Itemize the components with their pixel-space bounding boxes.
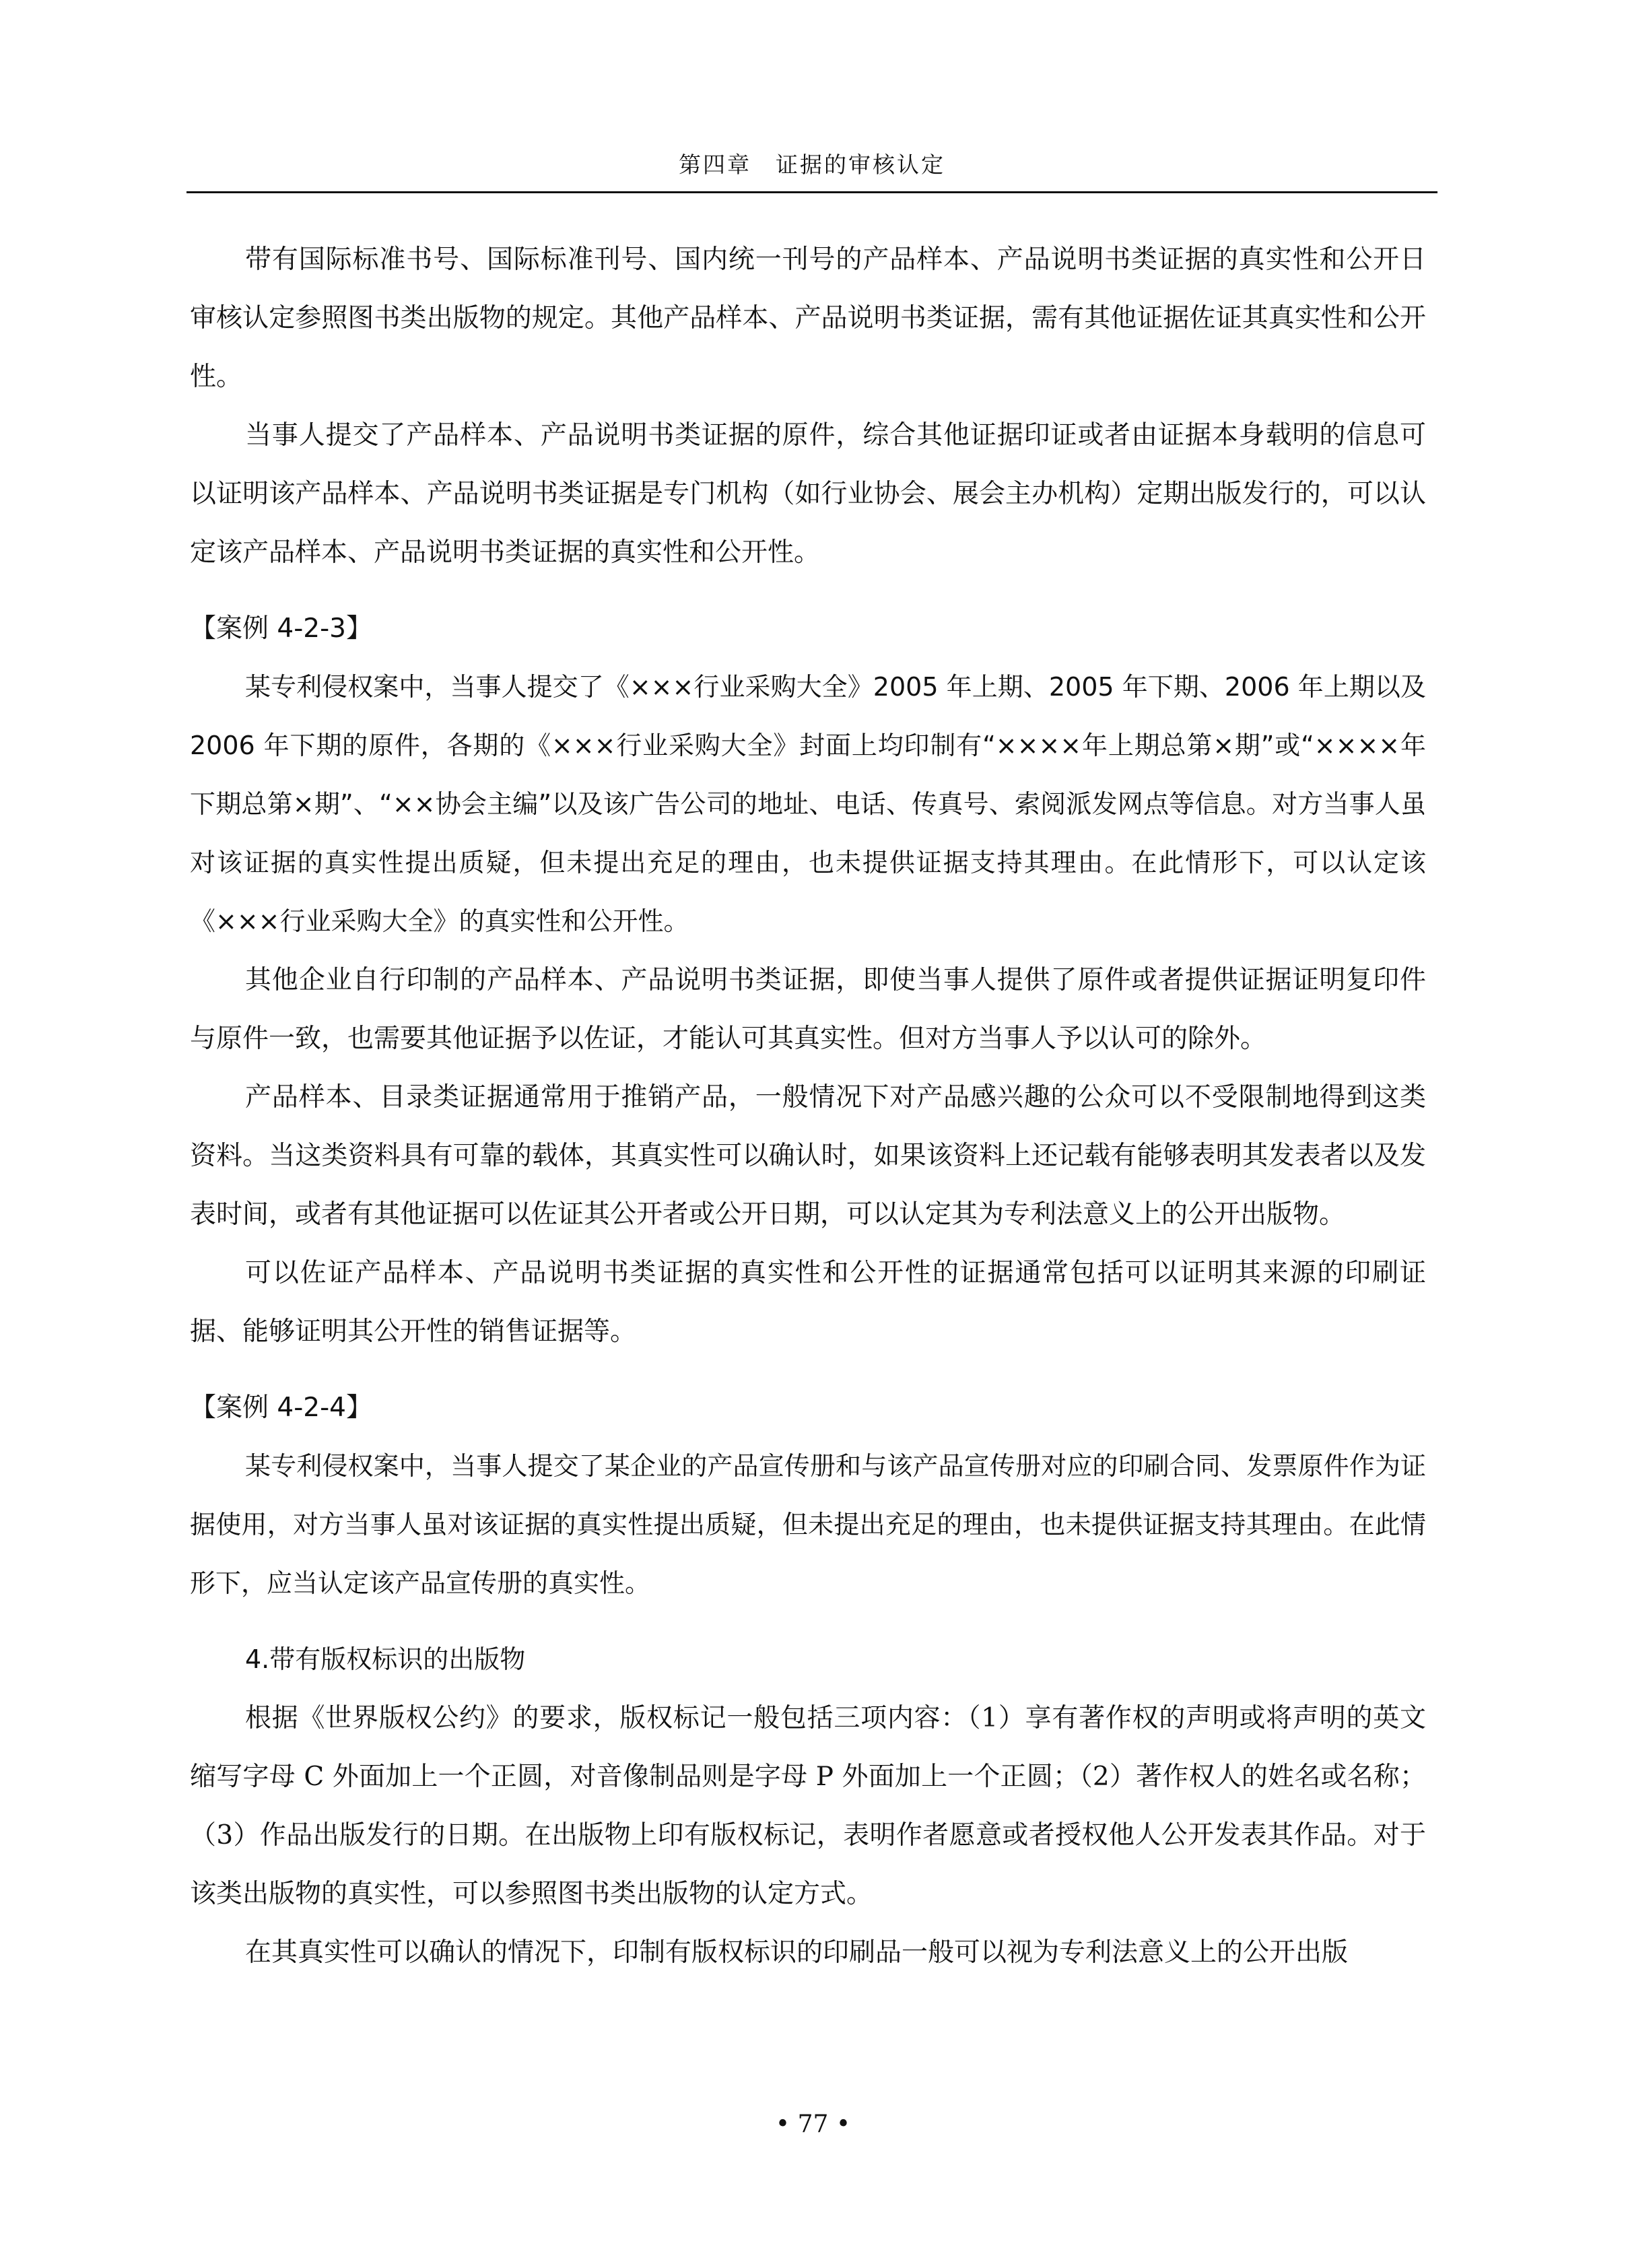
page-number: • 77 • [775,2110,851,2138]
chapter-running-header: 第四章 证据的审核认定 [679,152,945,178]
case-body-4-2-3: 某专利侵权案中，当事人提交了《×××行业采购大全》2005 年上期、2005 年下期、2006 年上期以及 2006 年下期的原件，各期的《×××行业采购大全》封面上均印制有“××××年上期总第×期”或“××××年下期总第×期”、“××协会主编”以及该广告公司的地址、电话、传真号、索阅派发网点等信息。对方当事人虽对该证据的真实性提出质疑，但未提出充足的理由，也未提供证据支持其理由。在此情形下，可以认定该《×××行业采购大全》的真实性和公开性。 [190,672,1426,936]
section-heading-copyright-publications: 4.带有版权标识的出版物 [245,1644,526,1674]
paragraph-catalog-evidence: 产品样本、目录类证据通常用于推销产品，一般情况下对产品感兴趣的公众可以不受限制地得到这类资料。当这类资料具有可靠的载体，其真实性可以确认时，如果该资料上还记载有能够表明其发表者以及发表时间，或者有其他证据可以佐证其公开者或公开日期，可以认定其为专利法意义上的公开出版物。 [190,1082,1426,1230]
case-body-4-2-4: 某专利侵权案中，当事人提交了某企业的产品宣传册和与该产品宣传册对应的印刷合同、发票原件作为证据使用，对方当事人虽对该证据的真实性提出质疑，但未提出充足的理由，也未提供证据支持其理由。在此情形下，应当认定该产品宣传册的真实性。 [190,1451,1426,1598]
paragraph-corroborating-evidence: 可以佐证产品样本、产品说明书类证据的真实性和公开性的证据通常包括可以证明其来源的印刷证据、能够证明其公开性的销售证据等。 [190,1258,1426,1347]
paragraph-copyright-printed-matter: 在其真实性可以确认的情况下，印制有版权标识的印刷品一般可以视为专利法意义上的公开出版 [245,1937,1349,1968]
header-divider [187,191,1437,193]
case-heading-4-2-3: 【案例 4-2-3】 [190,613,372,644]
paragraph-self-printed-samples: 其他企业自行印制的产品样本、产品说明书类证据，即使当事人提供了原件或者提供证据证明复印件与原件一致，也需要其他证据予以佐证，才能认可其真实性。但对方当事人予以认可的除外。 [190,965,1426,1054]
paragraph-standard-number-samples: 带有国际标准书号、国际标准刊号、国内统一刊号的产品样本、产品说明书类证据的真实性和公开日审核认定参照图书类出版物的规定。其他产品样本、产品说明书类证据，需有其他证据佐证其真实性和公开性。 [190,244,1426,392]
case-heading-4-2-4: 【案例 4-2-4】 [190,1393,372,1423]
paragraph-original-samples: 当事人提交了产品样本、产品说明书类证据的原件，综合其他证据印证或者由证据本身载明的信息可以证明该产品样本、产品说明书类证据是专门机构（如行业协会、展会主办机构）定期出版发行的，可以认定该产品样本、产品说明书类证据的真实性和公开性。 [190,420,1426,568]
paragraph-copyright-convention: 根据《世界版权公约》的要求，版权标记一般包括三项内容：（1）享有著作权的声明或将声明的英文缩写字母 C 外面加上一个正圆，对音像制品则是字母 P 外面加上一个正圆；（2）著作权人的姓名或名称；（3）作品出版发行的日期。在出版物上印有版权标记，表明作者愿意或者授权他人公开发表其作品。对于该类出版物的真实性，可以参照图书类出版物的认定方式。 [190,1703,1426,1909]
page-body [190,230,1426,1982]
